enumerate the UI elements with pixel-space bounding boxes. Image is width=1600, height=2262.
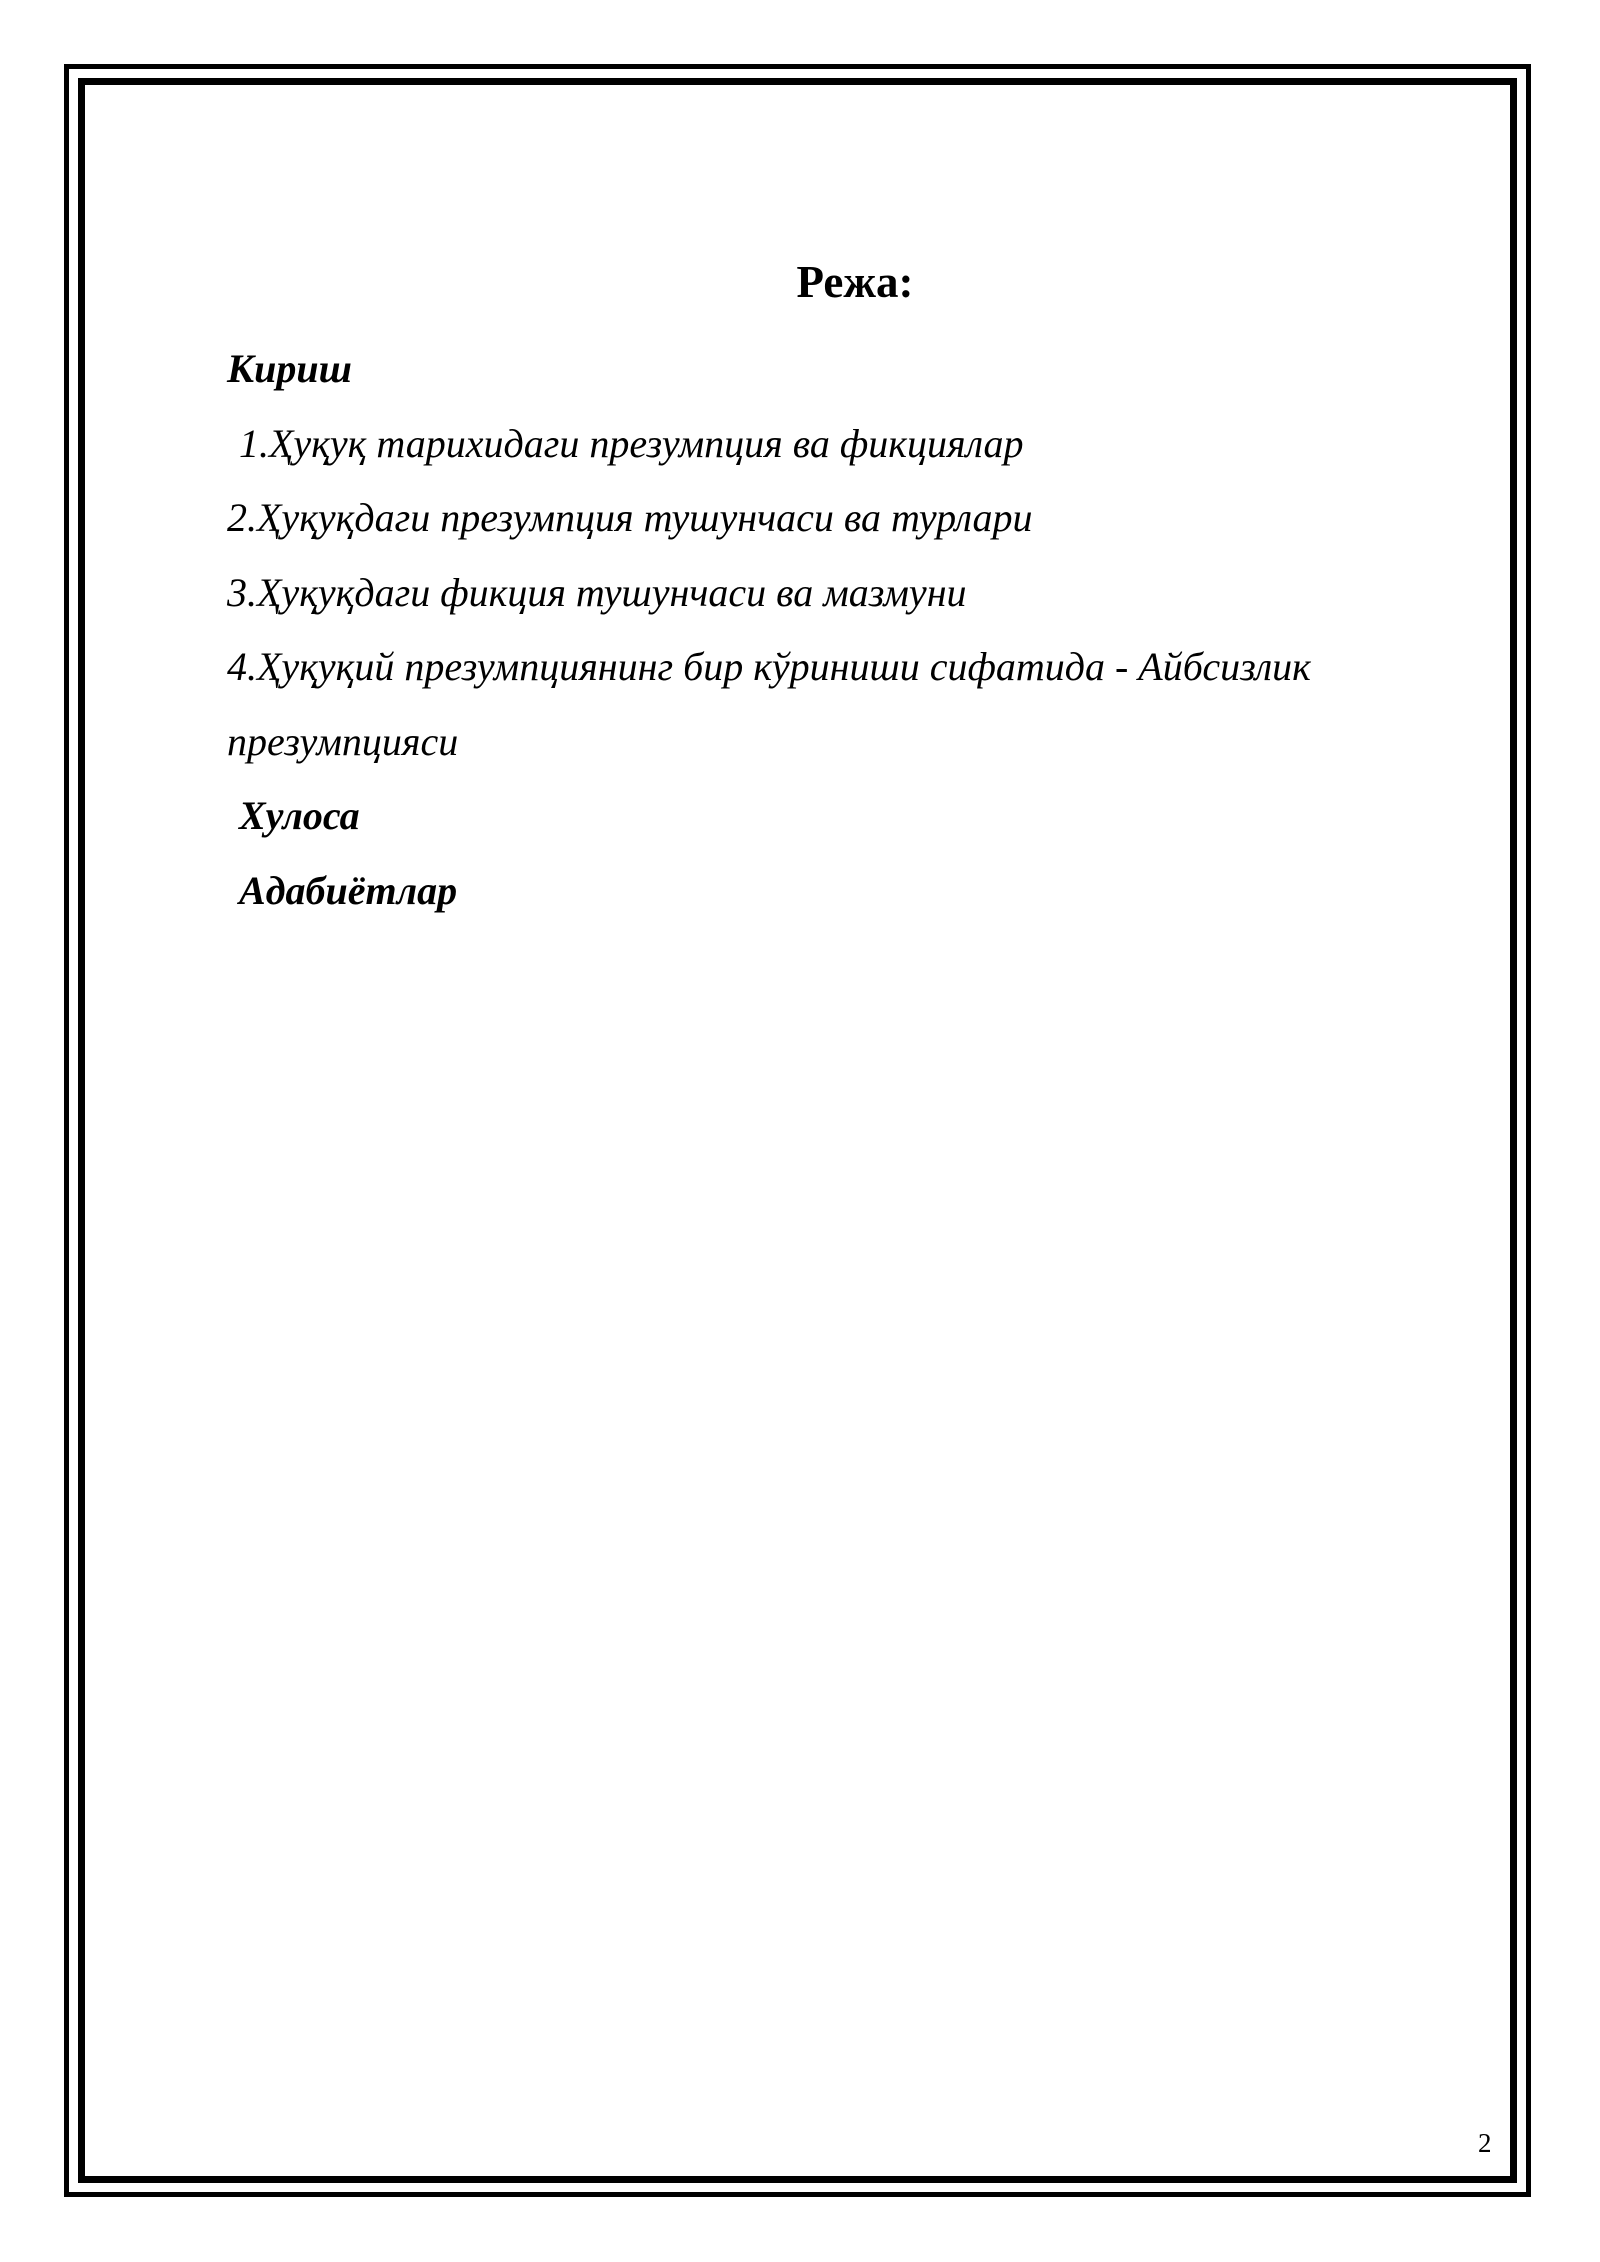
- toc-item-4-line-1: 4.Ҳуқуқий презумпциянинг бир кўриниши сифатида - Айбсизлик: [227, 644, 1311, 689]
- toc-item-4-line-2: презумпцияси: [227, 718, 459, 764]
- toc-conclusion: Хулоса: [239, 793, 360, 838]
- toc-item-1: 1.Ҳуқуқ тарихидаги презумпция ва фикциялар: [239, 420, 1024, 466]
- plan-title: Режа:: [796, 257, 914, 307]
- toc-intro: Кириш: [227, 346, 352, 391]
- page-number: 2: [1478, 2128, 1492, 2158]
- toc-references: Адабиётлар: [239, 867, 458, 913]
- table-of-contents: [227, 332, 1427, 928]
- toc-item-2: 2.Ҳуқуқдаги презумпция тушунчаси ва турлари: [227, 495, 1033, 540]
- toc-item-3: 3.Ҳуқуқдаги фикция тушунчаси ва мазмуни: [227, 569, 967, 615]
